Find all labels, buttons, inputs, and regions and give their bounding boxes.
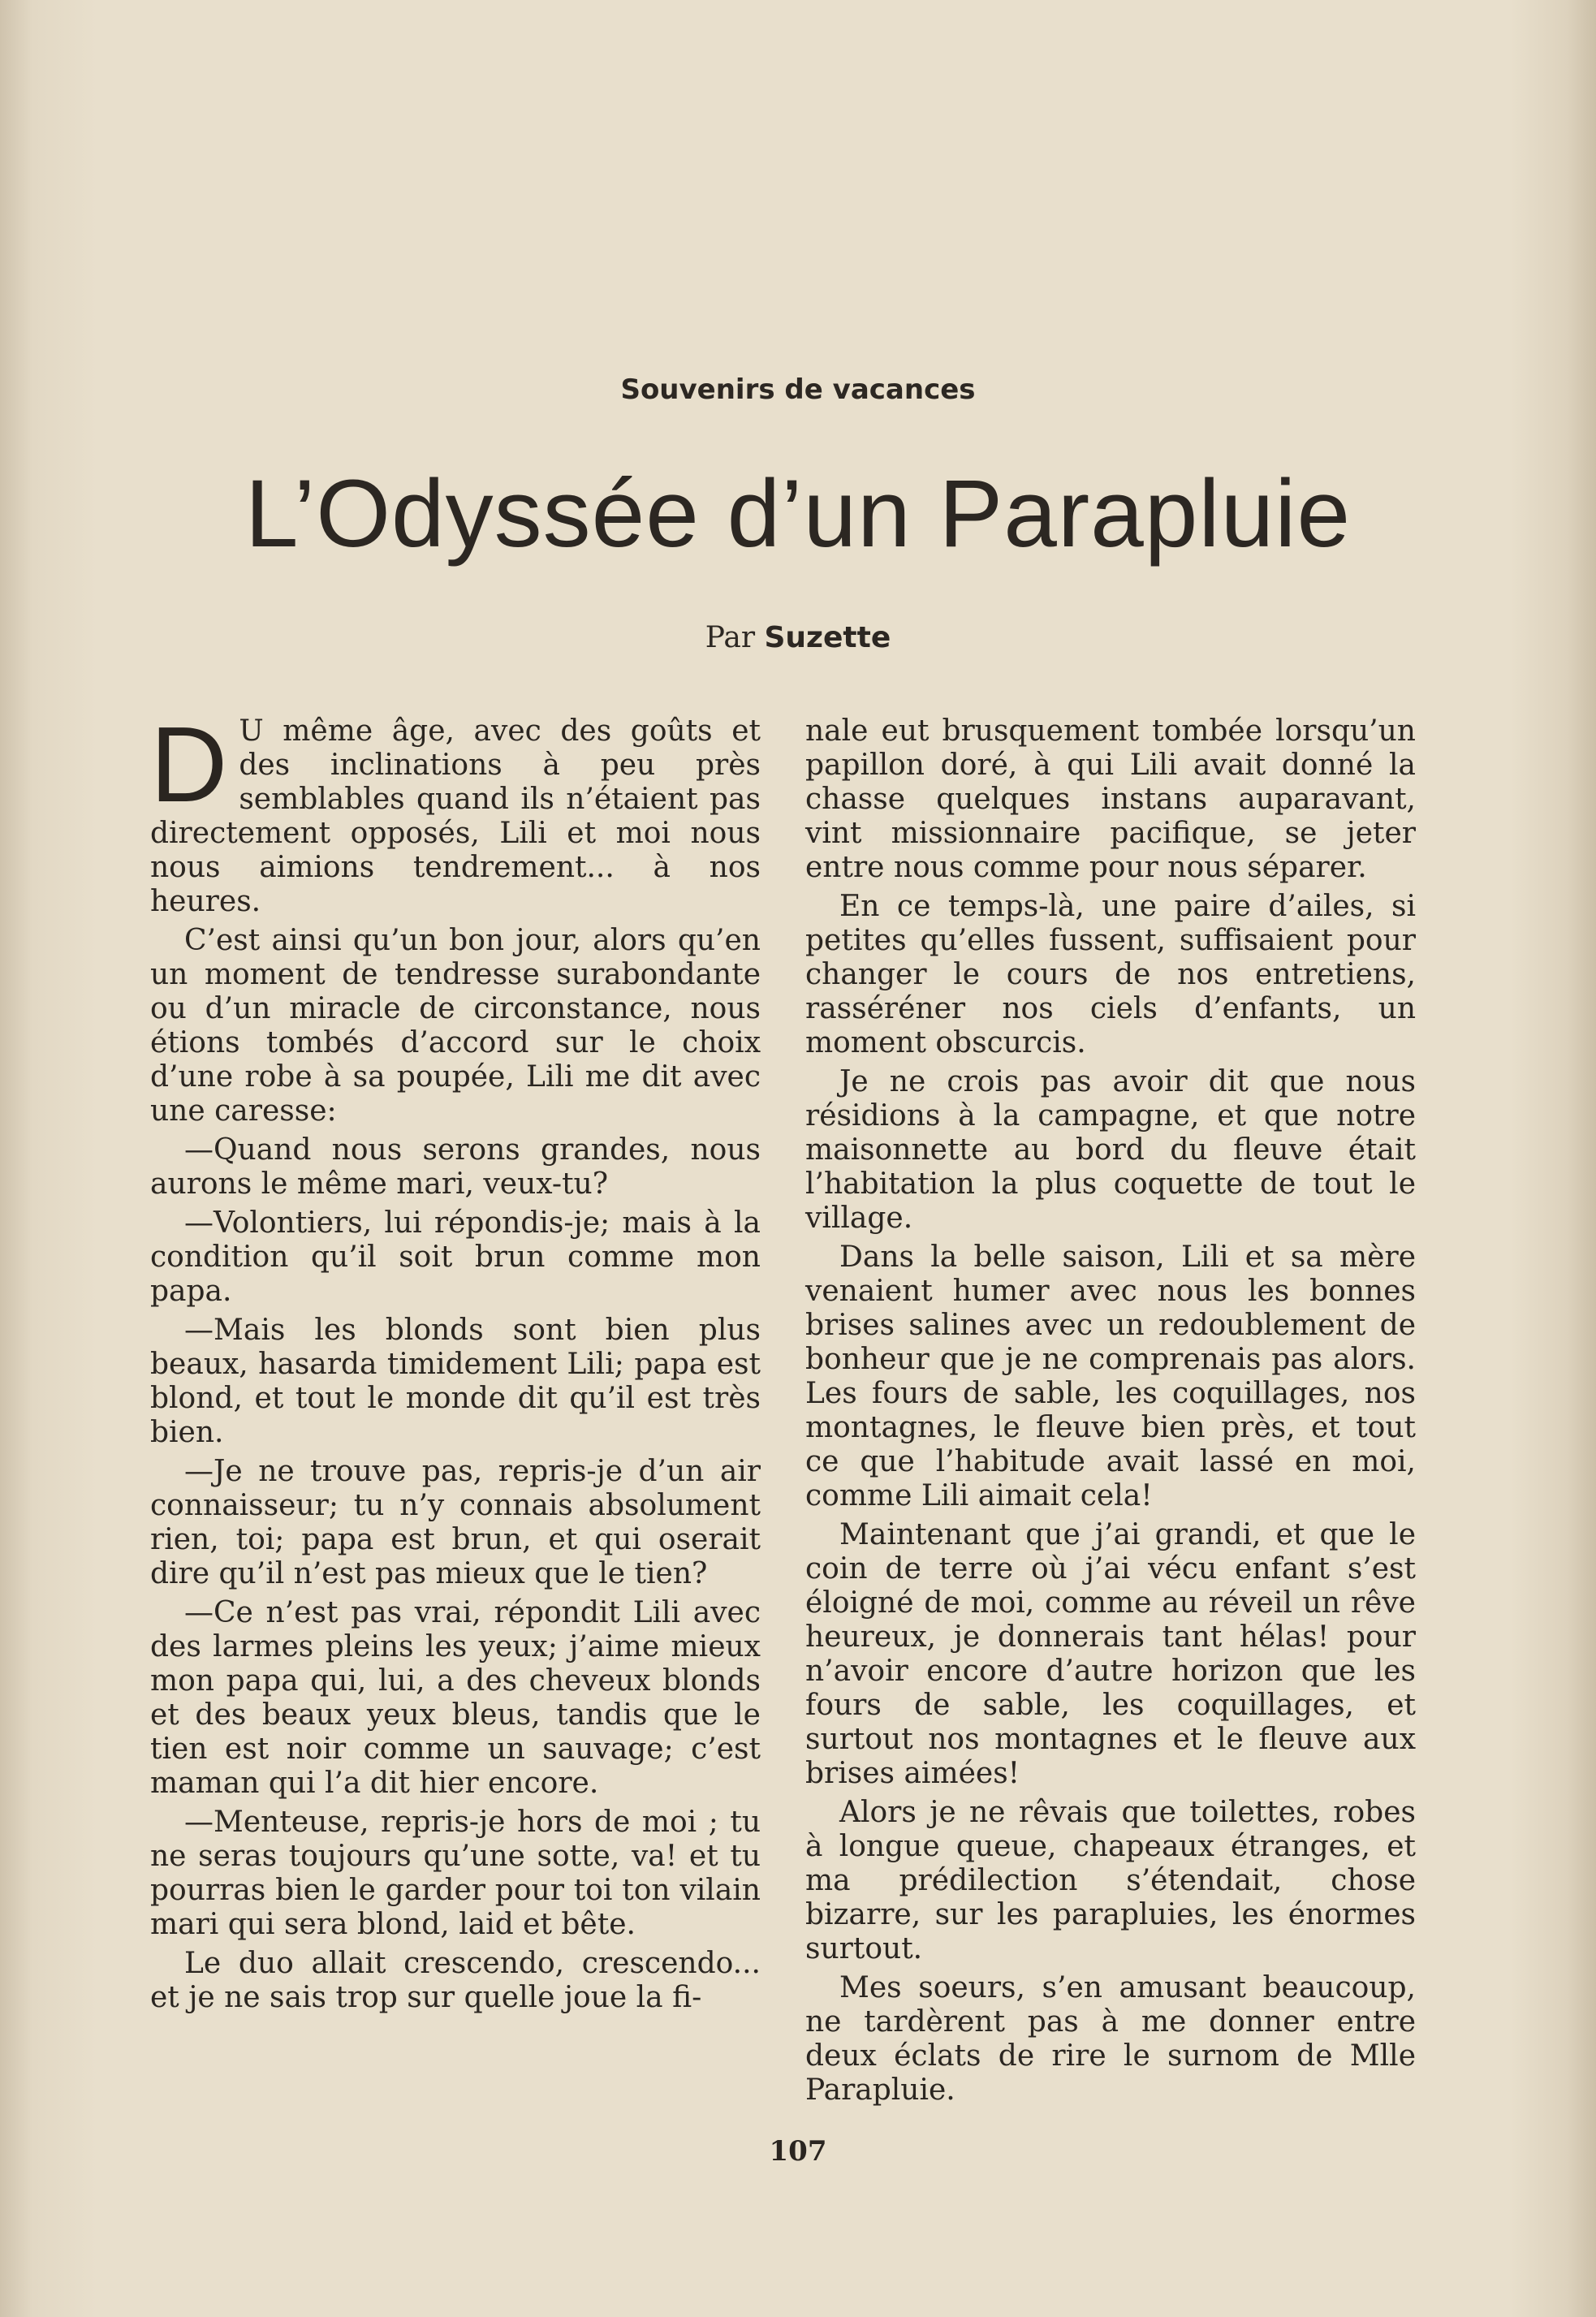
paragraph: Mes soeurs, s’en amusant beaucoup, ne tardèrent pas à me donner entre deux éclats de rire le surnom de Mlle Parapluie. (805, 1971, 1416, 2107)
paragraph: Le duo allait crescendo, crescendo... et je ne sais trop sur quelle joue la fi- (150, 1947, 761, 2014)
paragraph: —Quand nous serons grandes, nous aurons le même mari, veux-tu? (150, 1133, 761, 1201)
author-name: Suzette (764, 621, 891, 654)
section-kicker: Souvenirs de vacances (620, 373, 976, 406)
paragraph: —Je ne trouve pas, repris-je d’un air connaisseur; tu n’y connais absolument rien, toi; papa est brun, et qui oserait dire qu’il n’est pas mieux que le tien? (150, 1455, 761, 1590)
byline (0, 621, 1596, 654)
paragraph: Dans la belle saison, Lili et sa mère venaient humer avec nous les bonnes brises salines avec un redoublement de bonheur que je ne comprenais pas alors. Les fours de sable, les coquillages, nos montagnes, le fleuve bien près, et tout ce que l’habitude avait lassé en moi, comme Lili aimait cela! (805, 1240, 1416, 1512)
right-column (805, 714, 1416, 2112)
paragraph: —Mais les blonds sont bien plus beaux, hasarda timidement Lili; papa est blond, et tout le monde dit qu’il est très bien. (150, 1314, 761, 1449)
paragraph: En ce temps-là, une paire d’ailes, si petites qu’elles fussent, suffisaient pour changer le cours de nos entretiens, rasséréner nos ciels d’enfants, un moment obscurcis. (805, 890, 1416, 1059)
paragraph: —Volontiers, lui répondis-je; mais à la condition qu’il soit brun comme mon papa. (150, 1206, 761, 1308)
paragraph: Maintenant que j’ai grandi, et que le coin de terre où j’ai vécu enfant s’est éloigné de moi, comme au réveil un rêve heureux, je donnerais tant hélas! pour n’avoir encore d’autre horizon que les fours de sable, les coquillages, et surtout nos montagnes et le fleuve aux brises aimées! (805, 1518, 1416, 1790)
paragraph: C’est ainsi qu’un bon jour, alors qu’en un moment de tendresse surabondante ou d’un miracle de circonstance, nous étions tombés d’accord sur le choix d’une robe à sa poupée, Lili me dit avec une caresse: (150, 924, 761, 1128)
paragraph: —Ce n’est pas vrai, répondit Lili avec des larmes pleins les yeux; j’aime mieux mon papa qui, lui, a des cheveux blonds et des beaux yeux bleus, tandis que le tien est noir comme un sauvage; c’est maman qui l’a dit hier encore. (150, 1596, 761, 1800)
paragraph: D U même âge, avec des goûts et des inclinations à peu près semblables quand ils n’étaient pas directement opposés, Lili et moi nous nous aimions tendrement... à nos heures. (150, 705, 761, 918)
byline-prefix: Par (705, 621, 756, 654)
paragraph: nale eut brusquement tombée lorsqu’un papillon doré, à qui Lili avait donné la chasse quelques instans auparavant, vint missionnaire pacifique, se jeter entre nous comme pour nous séparer. (805, 714, 1416, 884)
paragraph: Alors je ne rêvais que toilettes, robes à longue queue, chapeaux étranges, et ma prédilection s’étendait, chose bizarre, sur les parapluies, les énormes surtout. (805, 1796, 1416, 1965)
article-title: L’Odyssée d’un Parapluie (244, 460, 1352, 567)
paragraph: —Menteuse, repris-je hors de moi ; tu ne seras toujours qu’une sotte, va! et tu pourras bien le garder pour toi ton vilain mari qui sera blond, laid et bête. (150, 1806, 761, 1941)
drop-cap: D (150, 705, 228, 824)
page-number: 107 (769, 2135, 827, 2168)
left-column (150, 705, 761, 2020)
paragraph: Je ne crois pas avoir dit que nous résidions à la campagne, et que notre maisonnette au bord du fleuve était l’habitation la plus coquette de tout le village. (805, 1065, 1416, 1235)
